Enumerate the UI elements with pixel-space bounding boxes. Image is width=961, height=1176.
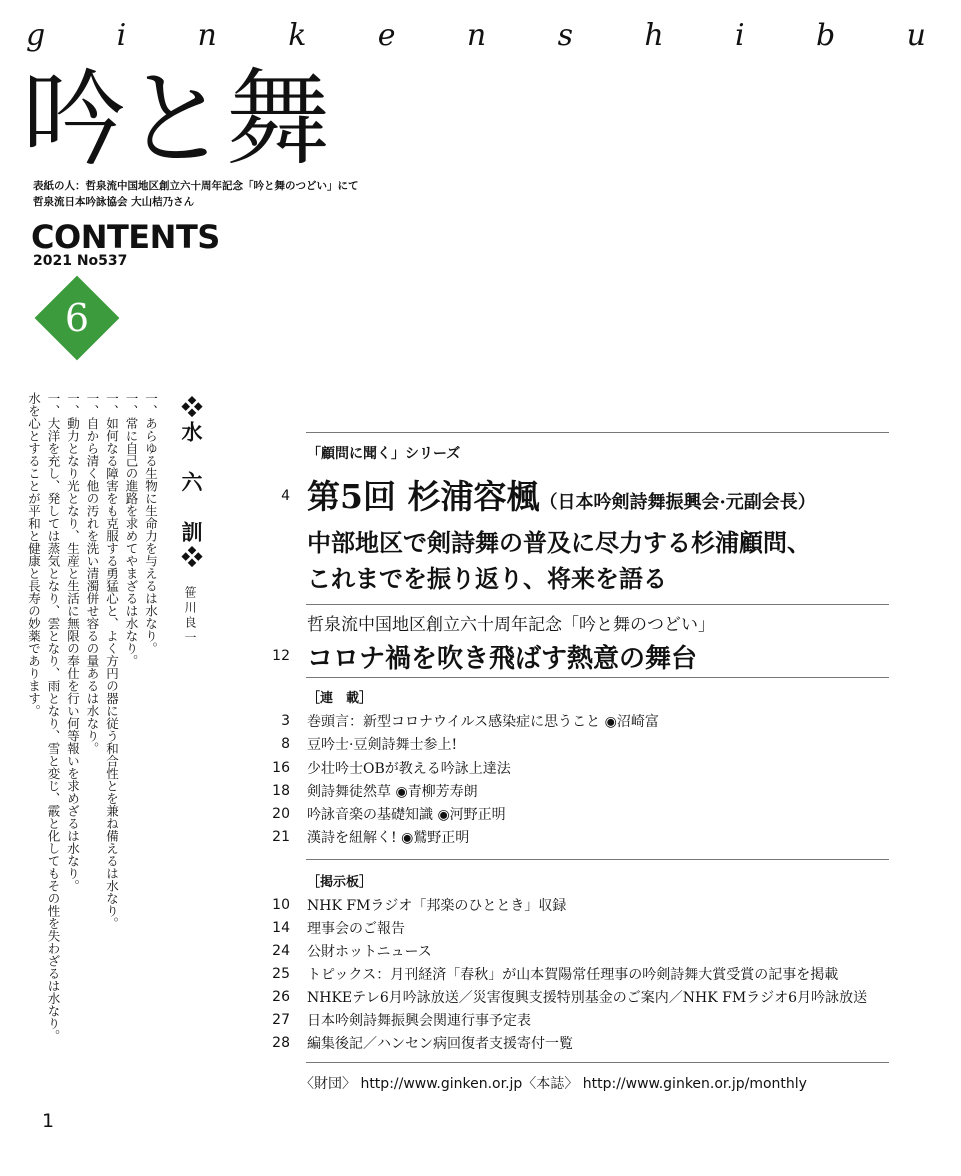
item-title: 公財ホットニュース (307, 944, 432, 960)
serial-label: ［連 載］ (307, 691, 373, 706)
board-label: ［掲示板］ (307, 875, 373, 890)
item-page: 18 (272, 783, 290, 799)
item-title: 編集後記／ハンセン病回復者支援寄付一覧 (307, 1036, 573, 1052)
list-item[interactable] (240, 963, 890, 985)
item-page: 26 (272, 989, 290, 1005)
feature2-title[interactable]: コロナ禍を吹き飛ばす熱意の舞台 (307, 644, 698, 674)
item-page: 24 (272, 943, 290, 959)
month-badge (34, 275, 120, 361)
item-title: トピックス：月刊経済「春秋」が山本賀陽常任理事の吟剣詩舞大賞受賞の記事を掲載 (307, 967, 839, 983)
feature-page: 4 (281, 488, 290, 504)
month-number: 6 (64, 296, 90, 340)
list-item[interactable] (240, 780, 890, 802)
wordmark-letter: i (735, 18, 745, 53)
divider (306, 677, 889, 678)
mizu-line: 一、自から清く他の汚れを洗い清濁併せ容るの量あるは水なり。 (85, 392, 100, 755)
item-title: 剣詩舞徒然草 ◉青柳芳寿朗 (307, 784, 478, 800)
feature-title[interactable] (307, 471, 816, 518)
feature-title-note: （日本吟剣詩舞振興会·元副会長） (539, 492, 816, 513)
mizu-line: 一、如何なる障害をも克服する勇猛心と、よく方円の器に従う和合性とを兼ね備えるは水なり。 (104, 392, 120, 930)
wordmark-letter: s (557, 18, 573, 53)
mizu-text (24, 392, 161, 1052)
list-item[interactable] (240, 826, 890, 848)
list-item[interactable] (240, 803, 890, 825)
wordmark-letter: n (197, 18, 217, 53)
list-item[interactable] (240, 894, 890, 916)
wordmark-letter: h (644, 18, 664, 53)
list-item[interactable] (240, 757, 890, 779)
wordmark-letter: k (288, 18, 307, 53)
list-item[interactable] (240, 940, 890, 962)
wordmark-letter: g (26, 18, 46, 53)
item-title: NHK FMラジオ「邦楽のひととき」収録 (307, 898, 567, 914)
feature-subtitle: 中部地区で剣詩舞の普及に尽力する杉浦顧問、 (307, 528, 811, 557)
list-item[interactable] (240, 1009, 890, 1031)
item-page: 28 (272, 1035, 290, 1051)
item-title: 漢詩を紐解く! ◉鷲野正明 (307, 830, 470, 846)
item-page: 21 (272, 829, 290, 845)
feature-title-main: 第5回 杉浦容楓 (307, 477, 540, 516)
mizu-author: 笹川良一 (183, 586, 197, 646)
wordmark-letter: i (116, 18, 127, 53)
contents-heading: CONTENTS (31, 218, 220, 256)
divider (306, 432, 889, 433)
item-page: 14 (272, 920, 290, 936)
mizu-line: 一、あらゆる生物に生命力を与えるは水なり。 (143, 392, 159, 655)
cover-note-line: 表紙の人：哲泉流中国地区創立六十周年記念「吟と舞のつどい」にて (33, 180, 359, 192)
item-page: 25 (272, 966, 290, 982)
item-title: 吟詠音楽の基礎知識 ◉河野正明 (307, 807, 506, 823)
item-page: 16 (272, 760, 290, 776)
list-item[interactable] (240, 1032, 890, 1054)
item-title: 豆吟士·豆剣詩舞士参上! (307, 737, 458, 753)
wordmark-letter: u (906, 18, 926, 53)
issue-number: 2021 No537 (33, 253, 128, 269)
mizu-heading: ❖水 六 訓❖ (179, 396, 204, 571)
item-page: 20 (272, 806, 290, 822)
mizu-line: 一、動力となり光となり、生産と生活に無限の奉仕を行い何等報いを求めざるは水なり。 (65, 392, 81, 892)
feature-subtitle: これまでを振り返り、将来を語る (307, 564, 667, 593)
item-title: 日本吟剣詩舞振興会関連行事予定表 (307, 1013, 531, 1029)
footer-urls[interactable]: 〈財団〉 http://www.ginken.or.jp〈本誌〉 http://www.ginken.or.jp/monthly (300, 1076, 807, 1092)
wordmark-letter: e (377, 18, 396, 53)
list-item[interactable] (240, 917, 890, 939)
mizu-line: 水を心とすることが平和と健康と長寿の妙薬であります。 (26, 392, 42, 717)
list-item[interactable] (240, 986, 890, 1008)
item-title: 少壮吟士OBが教える吟詠上達法 (307, 761, 511, 777)
item-page: 3 (281, 713, 290, 729)
list-item[interactable] (240, 710, 890, 732)
item-title: 巻頭言：新型コロナウイルス感染症に思うこと ◉沼崎富 (307, 714, 659, 730)
mizu-line: 一、常に自己の進路を求めてやまざるは水なり。 (124, 392, 139, 667)
item-title: NHKEテレ6月吟詠放送／災害復興支援特別基金のご案内／NHK FMラジオ6月吟詠放送 (307, 990, 868, 1006)
wordmark-letter: n (466, 18, 487, 53)
cover-note (33, 178, 359, 210)
series-label: 「顧問に聞く」シリーズ (307, 446, 461, 462)
wordmark (26, 18, 926, 53)
mizu-line: 一、大洋を充し、発しては蒸気となり、雲となり、雨となり、雪と変じ、霰と化してもその性を失わざるは水なり。 (46, 392, 61, 1042)
magazine-title: 吟と舞 (22, 58, 329, 180)
list-item[interactable] (240, 733, 890, 755)
item-title: 理事会のご報告 (307, 921, 405, 937)
cover-note-line: 哲泉流日本吟詠協会 大山桔乃さん (33, 196, 195, 208)
item-page: 10 (272, 897, 290, 913)
feature2-pretitle: 哲泉流中国地区創立六十周年記念「吟と舞のつどい」 (307, 615, 715, 635)
page-number: 1 (42, 1110, 55, 1132)
divider (306, 604, 889, 605)
item-page: 27 (272, 1012, 290, 1028)
item-page: 8 (281, 736, 290, 752)
divider (306, 859, 889, 860)
feature2-page: 12 (272, 648, 290, 664)
wordmark-letter: b (816, 18, 836, 53)
divider (306, 1062, 889, 1063)
